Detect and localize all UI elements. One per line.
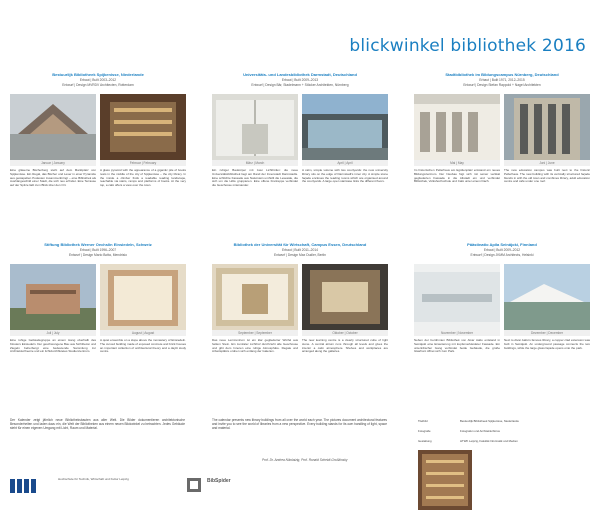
calendar-title: blickwinkel bibliothek 2016: [349, 36, 586, 56]
credit-label-photo: Fotografie: [418, 429, 431, 433]
intro-german: Der Kalender zeigt jährlich neue Bibliotheksbauten aus aller Welt. Die Bilder dokumentieren architektonische Besonderheiten und laden dazu ein, die Welt der Bibliotheken aus einem neuen Blickwinkel zu betrachten. Jedes Gebäude steht für einen eigenen Umgang mit Licht, Raum und Material.: [10, 418, 185, 431]
project-photos: [414, 264, 590, 330]
project-photos: [212, 264, 388, 330]
description-de: Ein ruhiger Baukörper mit zwei Lichthöfen: die neue Universitätsbibliothek liegt am Rand der Innenstadt Darmstadts. Eine schlichte Fassade aus Naturstein umhüllt die Lesesäle, die sich um die Höfe gruppieren. Eine offene Freitreppe verbindet die Geschosse miteinander.: [212, 169, 298, 188]
library-photo: [10, 264, 96, 330]
month-label: Oktober | October: [302, 330, 388, 336]
description-de: Eine gläserne Bücherberg steht auf dem Marktplatz von Spijkenisse. Ein Regal, das Bücher und Leser in einer Pyramide aus gestapelten Podesten zusammenbringt – eine Bibliothek als Aushängeschild einer Stadt, die sich neu erfindet. Eine Terrasse auf der Spitze lädt zum Blick über den Ort.: [10, 169, 96, 188]
bibspider-name: BibSpider: [207, 478, 231, 484]
cover-photo: [418, 450, 472, 510]
description-de: Im historischen Pellerhaus am Egidienplatz entstand ein neues Bildungszentrum. Der Neubau fügt sich mit seiner vertikal gegliederten Fassade in die Altstadt ein und verbindet Bibliothek, Volkshochschule und Café unter einem Dach.: [414, 169, 500, 184]
project-design: Entwurf | Design MVRDV Architecten, Rotterdam: [62, 83, 134, 88]
project-design: Entwurf | Design Mario Botta, Mendrisio: [68, 253, 128, 258]
description-de: Neben der berühmten Bibliothek von Alvar Aalto entstand in Seinäjoki eine Erweiterung mit kupferverkleideter Fassade. Ein unterirdischer Gang verbindet beide Gebäude, die große Glasfront öffnet sich zum Park.: [414, 339, 500, 354]
library-photo: [414, 264, 500, 330]
library-photo: [100, 264, 186, 330]
library-photo: [10, 94, 96, 160]
library-photo: [414, 94, 500, 160]
header: [0, 0, 600, 62]
month-label: Juni | June: [504, 160, 590, 166]
library-photo: [302, 94, 388, 160]
library-photo: [212, 94, 298, 160]
month-label: Januar | January: [10, 160, 96, 166]
project-card: [212, 72, 388, 188]
project-card: [10, 242, 186, 354]
project-photos: [212, 94, 388, 160]
project-card: [414, 242, 590, 354]
footer: [0, 418, 600, 513]
htwk-name: Hochschule für Technik, Wirtschaft und Kultur Leipzig: [58, 477, 129, 481]
project-title: Bibliothek der Universität für Wirtschaft, Campus Essen, Deutschland: [233, 242, 367, 247]
project-built: Erbaut | Built 2009–2013: [281, 78, 319, 82]
project-title: Stiftung Bibliothek Werner Oechslin Einsiedeln, Schweiz: [44, 242, 152, 247]
description-en: Next to Alvar Aalto's famous library, a copper clad extension was built in Seinäjoki. An underground passage connects the two buildings, while the large glass façade opens onto the park.: [504, 339, 590, 350]
project-built: Erbaut | Built 2011–2014: [282, 248, 318, 252]
project-built: Erbaut | Built 2009–2012: [483, 248, 521, 252]
project-design: Entwurf | Design Max Dudler, Berlin: [274, 253, 326, 258]
description-en: A glass pyramid with the appearance of a gigantic pile of books rests in the middle of the city of Spijkenisse – the city library. In the inside a climber finds a readable reading landscape, reachable via stairs, ramps and platforms of books. At the very top, a café offers a view over the town.: [100, 169, 186, 188]
project-title: Universitäts- und Landesbibliothek Darmstadt, Deutschland: [243, 72, 357, 77]
credit-label-title: Titelbild: [418, 419, 428, 423]
month-label: April | April: [302, 160, 388, 166]
description-de: Eine ruhige Gebäudegruppe an einem Hang oberhalb des Klosters Einsiedeln. Der geschwungene Bau aus Sichtbeton und Ziegeln beherbergt eine bedeutende Sammlung zur Architekturtheorie und ein lichtdurchflutetes Studienzentrum.: [10, 339, 96, 354]
project-title: Bestuurlijk Bibliotheek Spijkenisse, Niederlande: [52, 72, 144, 77]
project-photos: [10, 94, 186, 160]
month-label: Mai | May: [414, 160, 500, 166]
project-card: [414, 72, 590, 184]
signature: Prof. Dr. Andrea Nikolaizig, Prof. Ronald Scheidt-Großkinsky: [262, 458, 348, 462]
month-label: Dezember | December: [504, 330, 590, 336]
credit-value-design: HTWK Leipzig, Fakultät Informatik und Medien: [460, 439, 518, 443]
project-title: Stadtbibliothek im Bildungscampus Nürnberg, Deutschland: [445, 72, 559, 77]
project-design: Entwurf | Design JKMM Architects, Helsinki: [470, 253, 534, 258]
library-photo: [302, 264, 388, 330]
library-photo: [100, 94, 186, 160]
description-en: The new learning centre is a clearly structured cube of light stone. A central atrium runs through all levels and gives the interior a calm atmosphere. Shelves and workplaces are arranged along the galleries.: [302, 339, 388, 354]
project-built: Erbaut | Built 1996–2007: [79, 248, 117, 252]
project-card: [10, 72, 186, 188]
credit-value-photo: Fotografen und Architekturbüros: [460, 429, 500, 433]
description-en: The new education campus was built next to the historic Pellerhaus. The new building with its vertically structured façade blends in with the old town and combines library, adult education centre and café under one roof.: [504, 169, 590, 184]
project-title: Päästinatio Apila Seinäjoki, Finnland: [467, 242, 537, 247]
project-built: Erbaut | Built 1971, 2012–2015: [479, 78, 525, 82]
intro-english: The calendar presents new library buildings from all over the world each year. The pictures document architectural features and invite you to see the world of libraries from a new perspective. Every building stands for its own handling of light, space and material.: [212, 418, 387, 431]
project-design: Entwurf | Design Bär, Stadelmann + Stöcker Architekten, Nürnberg: [251, 83, 349, 88]
description-en: A quiet ensemble on a slope above the monastery of Einsiedeln. The curved building made of exposed concrete and brick houses an important collection of architectural theory and a daylit study centre.: [100, 339, 186, 354]
library-photo: [504, 94, 590, 160]
project-card: [212, 242, 388, 354]
month-label: November | November: [414, 330, 500, 336]
month-label: August | August: [100, 330, 186, 336]
month-label: Februar | February: [100, 160, 186, 166]
month-label: September | September: [212, 330, 298, 336]
library-photo: [504, 264, 590, 330]
month-label: März | March: [212, 160, 298, 166]
project-built: Erbaut | Built 2003–2012: [79, 78, 117, 82]
description-en: A calm, simple volume with two courtyards: the new university library sits on the edge of Darmstadt's inner city. A simple stone façade encloses the reading rooms which are organised around the courtyards. A large open staircase links the different floors.: [302, 169, 388, 184]
project-photos: [414, 94, 590, 160]
project-photos: [10, 264, 186, 330]
project-design: Entwurf | Design Stefan Rappold + Nagel Architekten: [463, 83, 541, 88]
description-de: Das neue Lernzentrum ist ein klar gegliederter Würfel aus hellem Stein. Ein zentraler Lichthof durchzieht alle Geschosse und gibt dem Inneren eine ruhige Atmosphäre. Regale und Arbeitsplätze ordnen sich entlang der Galerien.: [212, 339, 298, 354]
credit-label-design: Gestaltung: [418, 439, 432, 443]
library-photo: [212, 264, 298, 330]
credit-value-title: Bestuurlijk Bibliotheek Spijkenisse, Niederlande: [460, 419, 519, 423]
htwk-logo: [10, 473, 60, 501]
month-label: Juli | July: [10, 330, 96, 336]
